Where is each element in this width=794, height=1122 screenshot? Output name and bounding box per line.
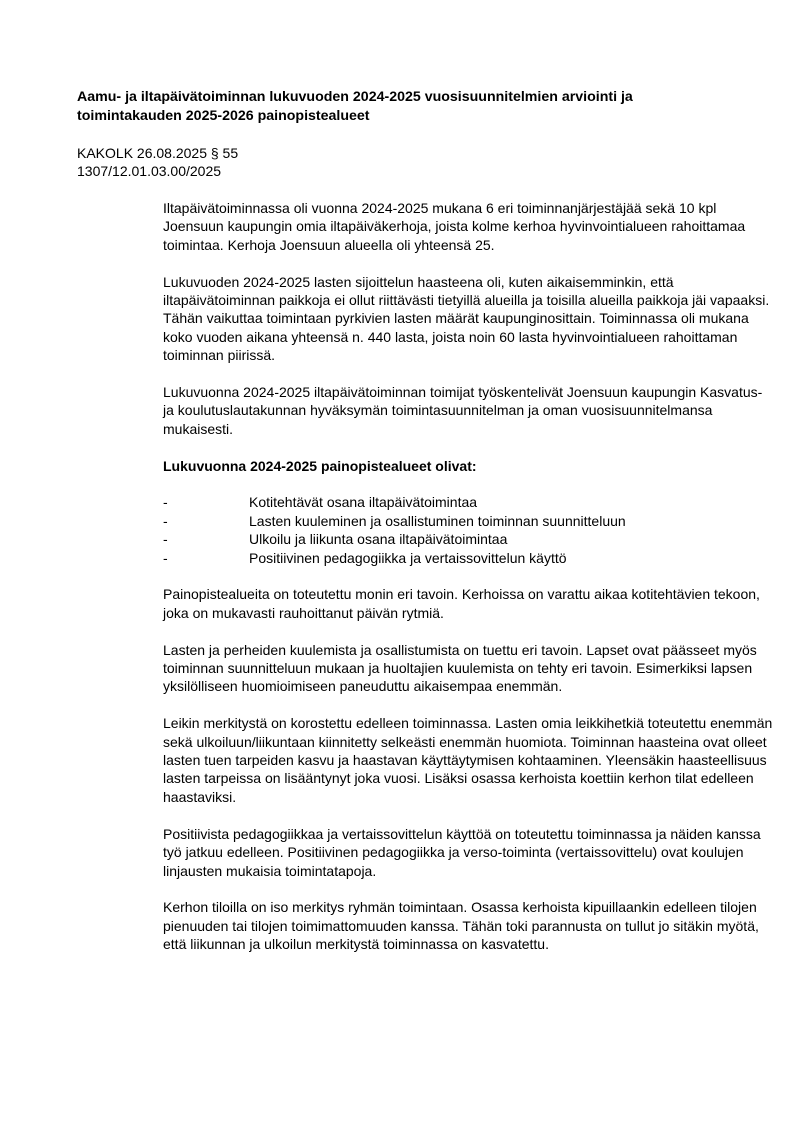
document-body bbox=[163, 199, 773, 972]
dash-bullet: - bbox=[163, 494, 168, 511]
document-title bbox=[77, 88, 737, 125]
list-item-text: Positiivinen pedagogiikka ja vertaissovittelun käyttö bbox=[249, 549, 567, 566]
paragraph: Painopistealueita on toteutettu monin eri tavoin. Kerhoissa on varattu aikaa kotitehtävien tekoon, joka on mukavasti rauhoittanut päivän rytmiä. bbox=[163, 586, 760, 621]
meeting-reference bbox=[77, 144, 238, 180]
list-item-text: Lasten kuuleminen ja osallistuminen toiminnan suunnitteluun bbox=[249, 512, 626, 529]
paragraph: Leikin merkitystä on korostettu edelleen toiminnassa. Lasten omia leikkihetkiä toteutettu enemmän sekä ulkoiluun/liikuntaan kiinnitetty selkeästi enemmän huomiota. Toiminnan haasteina ovat olleet lasten tuen tarpeiden kasvu ja haastavan käyttäytymisen kohtaaminen. Yleensäkin haasteellisuus lasten tarpeissa on lisääntynyt joka vuosi. Lisäksi osassa kerhoista koettiin kerhon tilat edelleen haastaviksi. bbox=[163, 715, 773, 805]
paragraph: Lukuvuonna 2024-2025 iltapäivätoiminnan toimijat työskentelivät Joensuun kaupungin Kasvatus- ja koulutuslautakunnan hyväksymän toimintasuunnitelman ja oman vuosisuunnitelmansa mukaisesti. bbox=[163, 384, 763, 437]
title-line-2: toimintakauden 2025-2026 painopistealueet bbox=[77, 107, 370, 124]
paragraph: Kerhon tiloilla on iso merkitys ryhmän toimintaan. Osassa kerhoista kipuillaankin edelleen tilojen pienuuden tai tilojen toimimattomuuden kanssa. Tähän toki parannusta on tullut jo sitäkin myötä, että liikunnan ja ulkoilun merkitystä toiminnassa on kasvatettu. bbox=[163, 899, 759, 953]
paragraph: Iltapäivätoiminnassa oli vuonna 2024-2025 mukana 6 eri toiminnanjärjestäjää sekä 10 kpl Joensuun kaupungin omia iltapäiväkerhoja, joista kolme kerhoa hyvinvointialueen rahoittamaa toimintaa. Kerhoja Joensuun alueella oli yhteensä 25. bbox=[163, 200, 746, 253]
record-number: 1307/12.01.03.00/2025 bbox=[77, 163, 222, 179]
list-item bbox=[163, 549, 773, 567]
list-item bbox=[163, 530, 773, 548]
list-item bbox=[163, 493, 773, 511]
paragraph: Lukuvuoden 2024-2025 lasten sijoittelun haasteena oli, kuten aikaisemminkin, että iltapäivätoiminnan paikkoja ei ollut riittävästi tietyillä alueilla ja toisilla alueilla paikkoja jäi vapaaksi. Tähän vaikuttaa toimintaan pyrkivien lasten määrät kaupunginosittain. Toiminnassa oli mukana koko vuoden aikana yhteensä n. 440 lasta, joista noin 60 lasta hyvinvointialueen rahoittaman toiminnan piirissä. bbox=[163, 273, 770, 364]
title-line-1: Aamu- ja iltapäivätoiminnan lukuvuoden 2024-2025 vuosisuunnitelmien arviointi ja bbox=[77, 89, 633, 105]
paragraph: Lasten ja perheiden kuulemista ja osallistumista on tuettu eri tavoin. Lapset ovat päässeet myös toiminnan suunnitteluun mukaan ja huoltajien kuulemista on tehty eri tavoin. Esimerkiksi lapsen yksilölliseen huomioimiseen paneuduttu aikaisempaa enemmän. bbox=[163, 641, 757, 695]
focus-areas-list bbox=[163, 493, 773, 567]
list-item-text: Kotitehtävät osana iltapäivätoimintaa bbox=[249, 494, 478, 511]
list-item-text: Ulkoilu ja liikunta osana iltapäivätoimintaa bbox=[249, 531, 508, 548]
dash-bullet: - bbox=[163, 531, 168, 548]
dash-bullet: - bbox=[163, 512, 168, 529]
paragraph: Positiivista pedagogiikkaa ja vertaissovittelun käyttöä on toteutettu toiminnassa ja näiden kanssa työ jatkuu edelleen. Positiivinen pedagogiikka ja verso-toiminta (vertaissovittelu) ovat koulujen linjausten mukaisia toimintatapoja. bbox=[163, 825, 761, 879]
dash-bullet: - bbox=[163, 549, 168, 566]
focus-areas-heading: Lukuvuonna 2024-2025 painopistealueet olivat: bbox=[163, 457, 477, 474]
list-item bbox=[163, 512, 773, 530]
meeting-section: KAKOLK 26.08.2025 § 55 bbox=[77, 145, 239, 161]
